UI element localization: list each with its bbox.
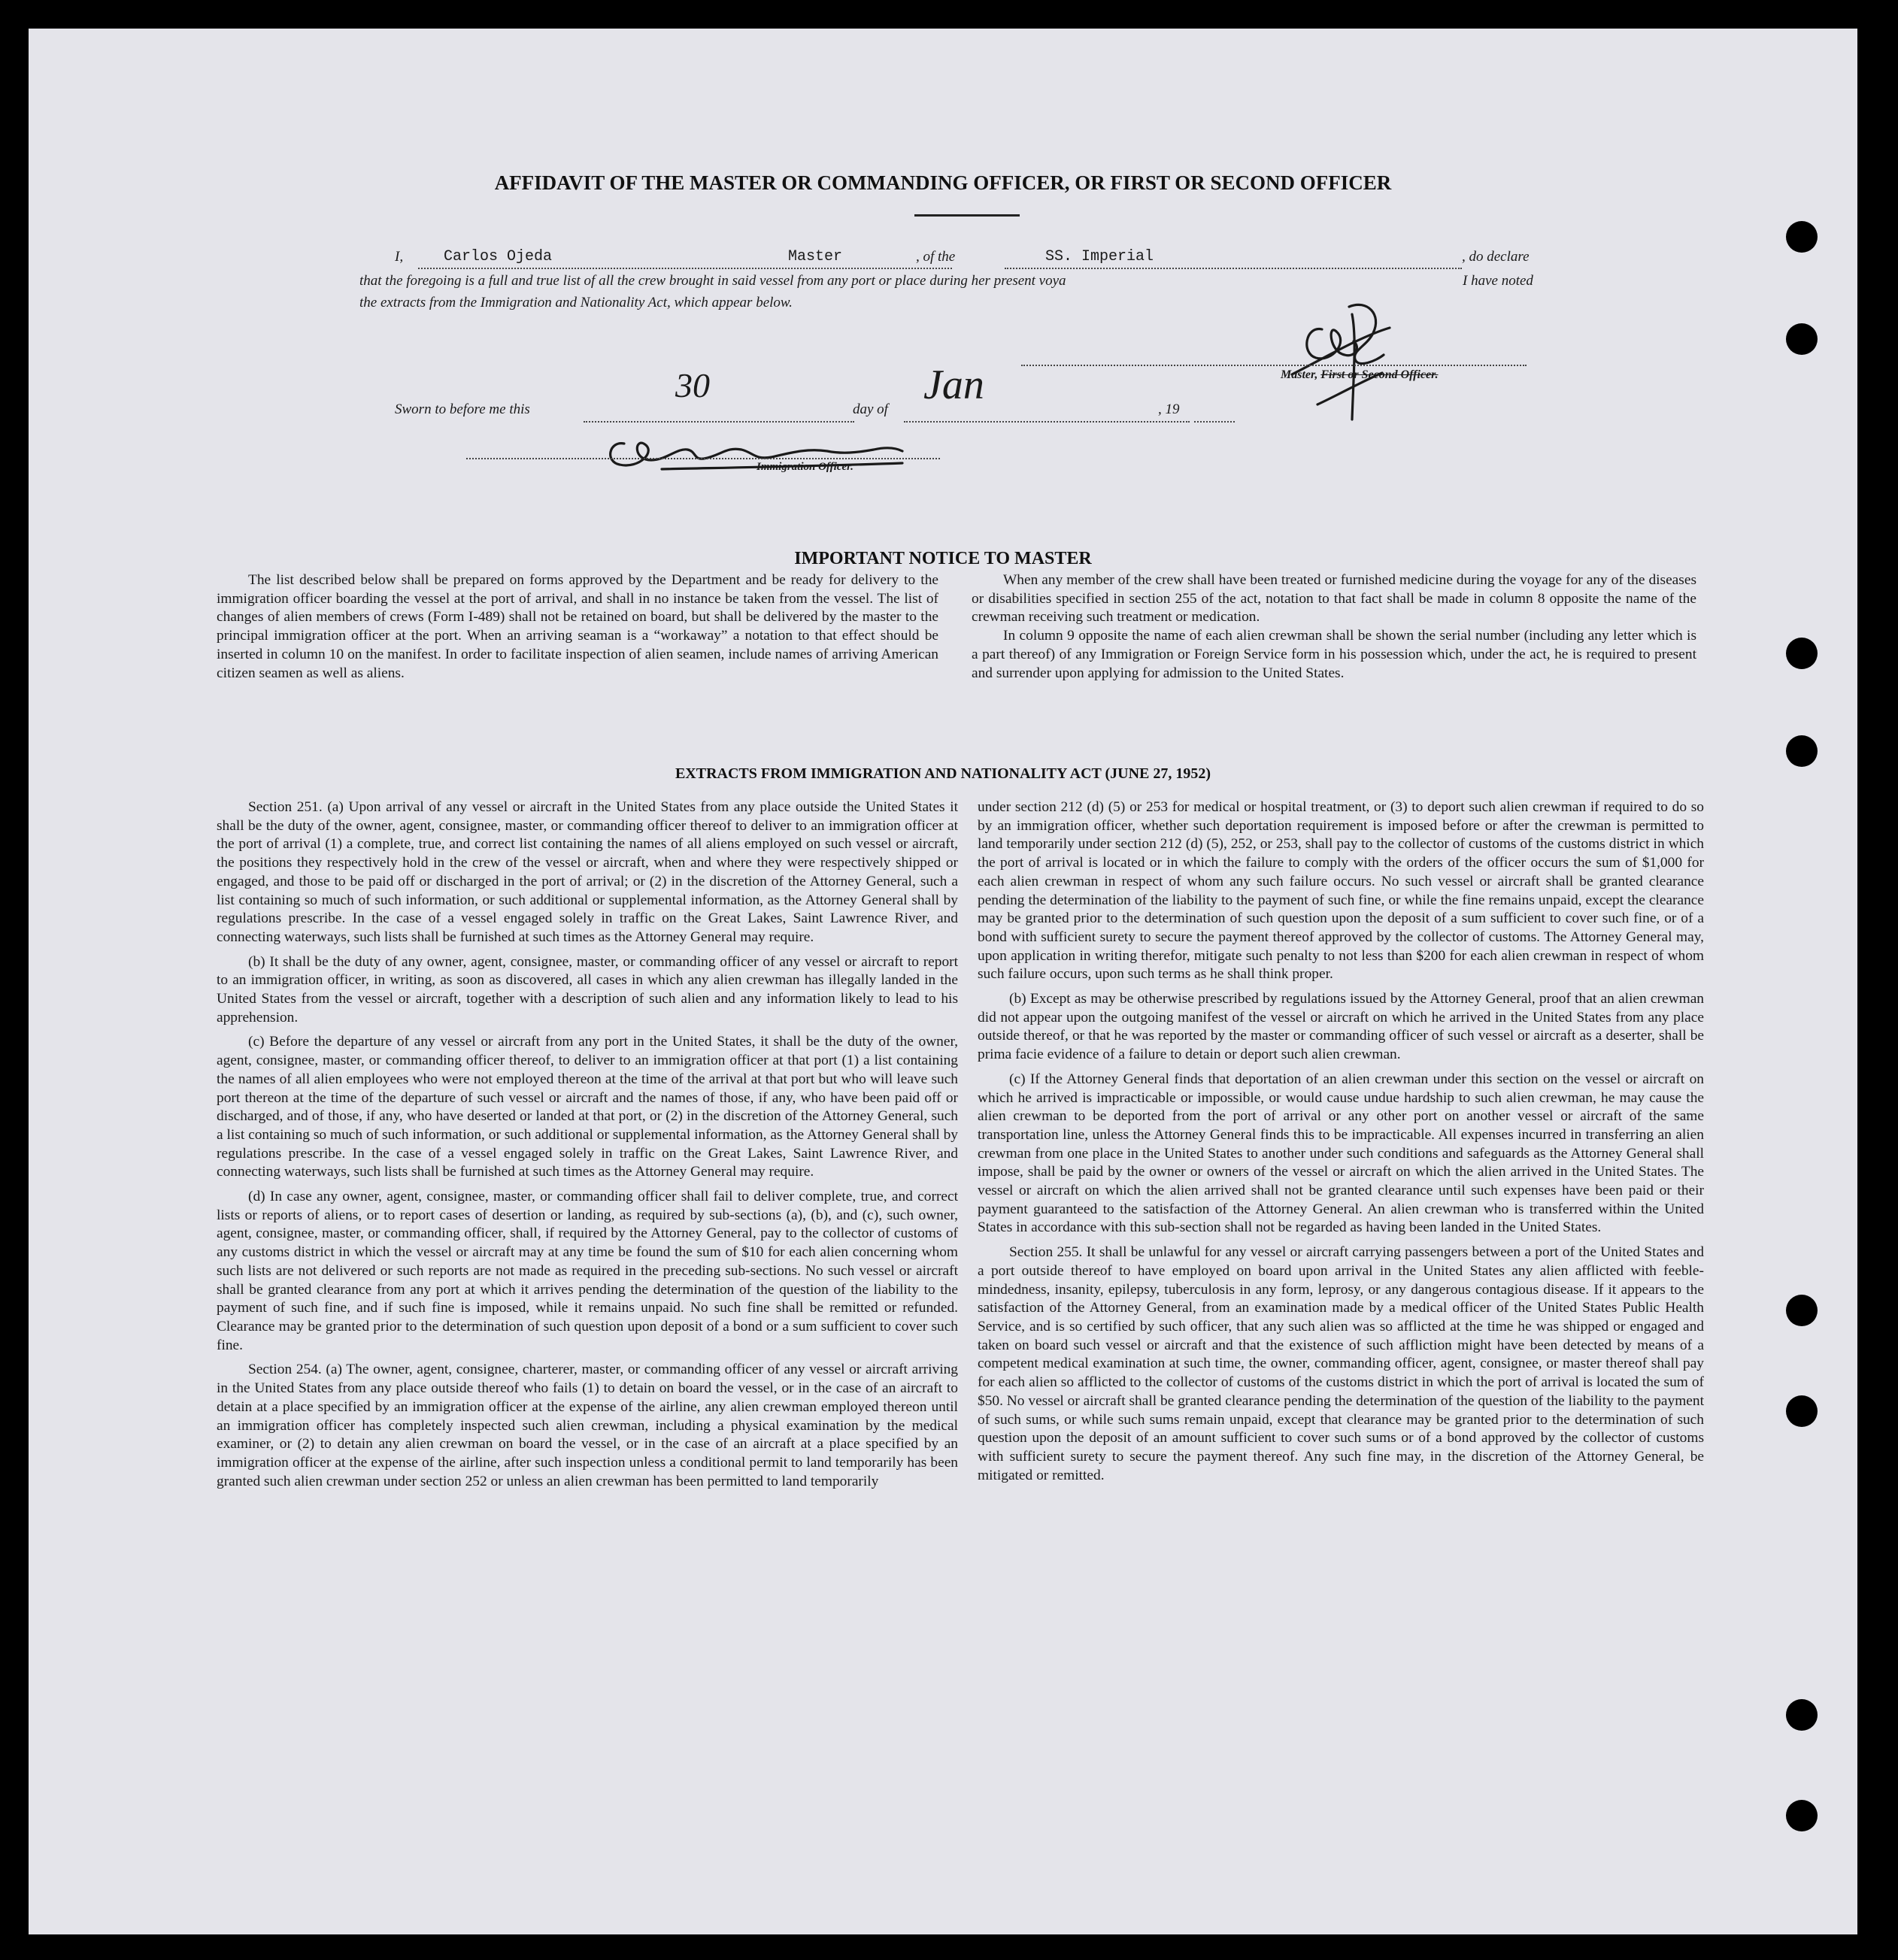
declaration-pronoun: I, bbox=[395, 249, 404, 265]
of-the-label: , of the bbox=[916, 249, 956, 265]
notice-right-paragraph-1: When any member of the crew shall have been treated or furnished medicine during the voyage for any of the diseases or disabilities specified in section 255 of the act, notation to that fact shall be made in column 8 opposite the name of the crewman receiving such treatment or medication. bbox=[972, 572, 1696, 626]
declarant-rank: Master bbox=[785, 248, 845, 265]
name-blank bbox=[418, 268, 952, 269]
punch-hole bbox=[1786, 1395, 1818, 1427]
officer-signature-line bbox=[466, 458, 940, 459]
notice-left-paragraph: The list described below shall be prepared on forms approved by the Department and be ready for delivery to the immigration officer boarding the vessel at the port of arrival, and shall in no instance be taken from the vessel. The list of changes of alien members of crews (Form I-489) shall not be retained on board, but shall be delivered by the master to the principal immigration officer at the port. When an arriving seaman is a “workaway” a notation to that effect should be inserted in column 10 on the manifest. In order to facilitate inspection of alien seamen, include names of arriving American citizen seamen as well as aliens. bbox=[217, 572, 938, 681]
title-rule bbox=[914, 214, 1020, 217]
punch-hole bbox=[1786, 735, 1818, 767]
section-251-c: (c) Before the departure of any vessel or aircraft from any port in the United States, it shall be the duty of the owner, agent, consignee, master, or commanding officer thereof, to deliver to an immigration officer at that port (1) a list containing the names of all alien employees who were not employed thereon at the time of the arrival at that port but who will leave such port thereon at the time of the departure of such vessel or aircraft and the names of those, if any, who have been paid off or discharged, and of those, if any, who have deserted or landed at that port, or (2) in the discretion of the Attorney General, such a list containing so much of such information, or such additional or supplemental information, as the Attorney General shall by regulations prescribe. In the case of a vessel engaged solely in traffic on the Great Lakes, Saint Lawrence River, and connecting waterways, such lists shall be furnished at such times as the Attorney General may require. bbox=[217, 1034, 958, 1180]
master-caption-label: Master, bbox=[1281, 368, 1318, 381]
year-blank bbox=[1194, 421, 1235, 423]
month-blank bbox=[904, 421, 1190, 423]
section-251-b: (b) It shall be the duty of any owner, agent, consignee, master, or commanding officer of any vessel or aircraft to report to an immigration officer, in writing, as soon as discovered, all cases in which any alien crewman has illegally landed in the United States from the vessel or aircraft, together with a description of such alien and any information likely to lead to his apprehension. bbox=[217, 953, 958, 1025]
punch-hole bbox=[1786, 1800, 1818, 1831]
notice-right-paragraph-2: In column 9 opposite the name of each alien crewman shall be shown the serial number (including any letter which is a part thereof) of any Immigration or Foreign Service form in his possession which, under the act, he is required to present and surrender upon applying for admission to the United States. bbox=[972, 628, 1696, 681]
punch-hole bbox=[1786, 1699, 1818, 1731]
officer-caption: Immigration Officer. bbox=[756, 461, 853, 473]
declaration-line-2: that the foregoing is a full and true list of all the crew brought in said vessel from any port or place during her present voya bbox=[359, 273, 1066, 289]
section-254-a: Section 254. (a) The owner, agent, consignee, charterer, master, or commanding officer of any vessel or aircraft arriving in the United States from any place outside thereof who fails (1) to detain on board the vessel, or in the case of an aircraft to detain at a place specified by an immigration officer at the expense of the airline, any alien crewman employed thereon until an immigration officer has completely inspected such alien crewman, including a physical examination by the medical examiner, or (2) to detain any alien crewman on board the vessel, or in the case of an aircraft at a place specified by an immigration officer at the expense of the airline, after such inspection unless a conditional permit to land temporarily has been granted such alien crewman under section 252 or unless an alien crewman has been permitted to land temporarily bbox=[217, 1362, 958, 1489]
master-caption-struck: First or Second Officer. bbox=[1320, 368, 1439, 381]
day-of-label: day of bbox=[853, 401, 888, 417]
punch-hole bbox=[1786, 1295, 1818, 1326]
affidavit-title: AFFIDAVIT OF THE MASTER OR COMMANDING OFFICER, OR FIRST OR SECOND OFFICER bbox=[494, 171, 1392, 194]
section-255: Section 255. It shall be unlawful for any vessel or aircraft carrying passengers between a port of the United States and a port outside thereof to have employed on board upon arrival in the United States any alien afflicted with feeble-mindedness, insanity, epilepsy, tuberculosis in any form, leprosy, or any dangerous contagious disease. If it appears to the satisfaction of the Attorney General, from an examination made by a medical officer of the United States Public Health Service, and is so certified by such officer, that any such alien was so afflicted at the time he was shipped or engaged and taken on board such vessel or aircraft and that the existence of such affliction might have been detected by means of a competent medical examination at such time, the owner, commanding officer, agent, consignee, or master thereof shall pay for each alien so afflicted to the collector of customs of the customs district in which the port of arrival is located the sum of $50. No vessel or aircraft shall be granted clearance pending the determination of the question of the liability to the payment of such sums, or while such sums remain unpaid, except that clearance may be granted prior to the determination of such question upon the deposit of an amount sufficient to cover such sums or of a bond approved by the collector of customs with sufficient surety to secure the payment thereof. Any such fine may, in the discretion of the Attorney General, be mitigated or remitted. bbox=[978, 1244, 1704, 1483]
punch-hole bbox=[1786, 638, 1818, 669]
document-page bbox=[29, 29, 1857, 1934]
extracts-left-column bbox=[217, 798, 958, 1497]
notice-title: IMPORTANT NOTICE TO MASTER bbox=[794, 549, 1092, 568]
punch-hole bbox=[1786, 221, 1818, 253]
extracts-right-column bbox=[978, 798, 1704, 1491]
declarant-name: Carlos Ojeda bbox=[441, 248, 555, 265]
vessel-blank bbox=[1005, 268, 1462, 269]
notice-right-column bbox=[972, 571, 1696, 689]
punch-hole bbox=[1786, 323, 1818, 355]
declaration-line-2-end: I have noted bbox=[1463, 273, 1533, 289]
section-254-b: (b) Except as may be otherwise prescribed by regulations issued by the Attorney General, proof that an alien crewman did not appear upon the outgoing manifest of the vessel or aircraft on which he arrived in the United States from any place outside thereof, or that he was reported by the master or commanding officer of such vessel or aircraft as a deserter, shall be prima facie evidence of a failure to detain or deport such alien crewman. bbox=[978, 991, 1704, 1063]
section-254-a-continued: under section 212 (d) (5) or 253 for medical or hospital treatment, or (3) to deport such alien crewman if required to do so by an immigration officer, whether such deportation requirement is imposed before or after the crewman is permitted to land temporarily under section 212 (d) (5), 252, or 253, shall pay to the collector of customs of the customs district in which the port of arrival is located or in which the failure to comply with the orders of the officer occurs the sum of $1,000 for each alien crewman in respect of whom any such failure occurs. No such vessel or aircraft shall be granted clearance pending the determination of the liability to the payment of such fine, or while the fine remains unpaid, except the clearance may be granted prior to the determination of such question upon the deposit of a sum sufficient to cover such fine, or of a bond with sufficient surety to secure the payment thereof approved by the collector of customs. The Attorney General may, upon application in writing therefor, mitigate such penalty to not less than $200 for each alien crewman in respect of whom such failure occurs, upon such terms as he shall think proper. bbox=[978, 799, 1704, 983]
section-254-c: (c) If the Attorney General finds that deportation of an alien crewman under this section on the vessel or aircraft on which he arrived is impracticable or impossible, or would cause undue hardship to such alien crewman, he may cause the alien crewman to be deported from the port of arrival or any other port on another vessel or aircraft of the same transportation line, unless the Attorney General finds this to be impracticable. All expenses incurred in transferring an alien crewman from one place in the United States to another under such conditions and safeguards as the Attorney General shall impose, shall be paid by the owner or owners of the vessel or aircraft on which the alien arrived in the United States. The vessel or aircraft on which the alien arrived shall not be granted clearance until such expenses have been paid or their payment guaranteed to the satisfaction of the Attorney General. An alien crewman who is transferred within the United States in accordance with this sub-section shall not be regarded as having been landed in the United States. bbox=[978, 1071, 1704, 1236]
notice-left-column bbox=[217, 571, 938, 689]
section-251-a: Section 251. (a) Upon arrival of any vessel or aircraft in the United States from any place outside the United States it shall be the duty of the owner, agent, consignee, master, or commanding officer thereof to deliver to an immigration officer at the port of arrival (1) a complete, true, and correct list containing the names of all aliens employed on such vessel or aircraft, the positions they respectively hold in the crew of the vessel or aircraft, when and where they were respectively shipped or engaged, and those to be paid off or discharged in the port of arrival; or (2) in the discretion of the Attorney General, such a list containing so much of such information, or such additional or supplemental information, as the Attorney General shall by regulations prescribe. In the case of a vessel engaged solely in traffic on the Great Lakes, Saint Lawrence River, and connecting waterways, such lists shall be furnished at such times as the Attorney General may require. bbox=[217, 799, 958, 945]
do-declare-label: , do declare bbox=[1462, 249, 1530, 265]
extracts-title: EXTRACTS FROM IMMIGRATION AND NATIONALITY ACT (JUNE 27, 1952) bbox=[675, 765, 1211, 782]
immigration-officer-signature bbox=[594, 414, 910, 481]
sworn-month: Jan bbox=[923, 362, 984, 408]
master-signature-line bbox=[1021, 365, 1527, 366]
sworn-day: 30 bbox=[675, 366, 710, 404]
sworn-label: Sworn to before me this bbox=[395, 401, 530, 417]
declaration-line-3: the extracts from the Immigration and Nationality Act, which appear below. bbox=[359, 295, 793, 311]
year-prefix: , 19 bbox=[1158, 401, 1180, 417]
master-caption bbox=[1281, 368, 1439, 382]
section-251-d: (d) In case any owner, agent, consignee, master, or commanding officer shall fail to deliver complete, true, and correct lists or reports of aliens, or to report cases of desertion or landing, as required by sub-sections (a), (b), and (c), such owner, agent, consignee, master, or commanding officer, shall, if required by the Attorney General, pay to the collector of customs of any customs district in which the vessel or aircraft may at any time be found the sum of $10 for each alien concerning whom such lists are not delivered or such reports are not made as required in the preceding sub-sections. No such vessel or aircraft shall be granted clearance from any port at which it arrives pending the determination of the question of the liability to the payment of such fine, and if such fine is imposed, while it remains unpaid. No such fine shall be remitted or refunded. Clearance may be granted prior to the determination of such question upon deposit of a bond or a sum sufficient to cover such fine. bbox=[217, 1189, 958, 1353]
vessel-name: SS. Imperial bbox=[1042, 248, 1157, 265]
